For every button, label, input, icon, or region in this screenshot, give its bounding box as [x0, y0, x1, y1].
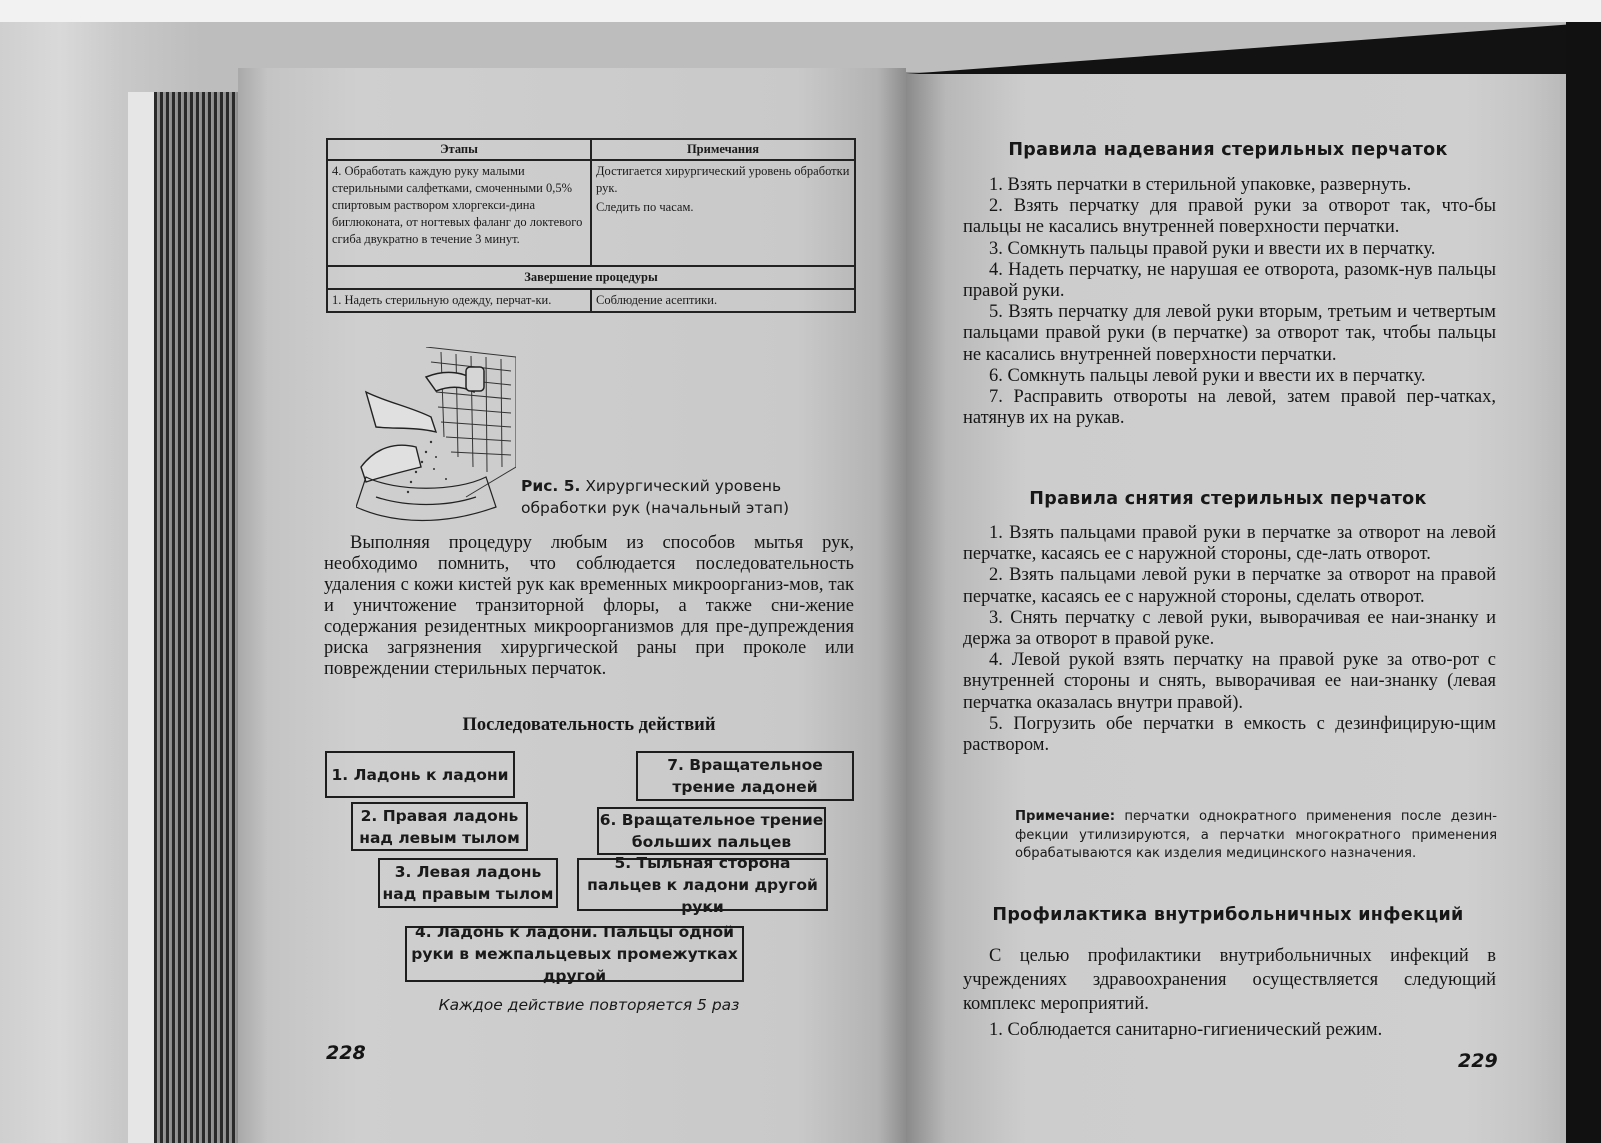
table-row [327, 289, 855, 312]
book-page-edges [128, 92, 248, 1143]
sequence-title: Последовательность действий [462, 715, 716, 735]
photo-background-top [0, 0, 1601, 22]
table-row [327, 160, 855, 266]
figure-caption-text: Хирургический уровень обработки рук (начальный этап) [521, 477, 790, 517]
list-item: 7. Расправить отвороты на левой, затем правой пер-чатках, натянув их на рукав. [963, 387, 1496, 429]
figure-label: Рис. 5. [521, 477, 581, 495]
infection-item-1: 1. Соблюдается санитарно-гигиенический режим. [989, 1020, 1383, 1040]
sequence-step-4: 4. Ладонь к ладони. Пальцы одной руки в межпальцевых промежутках другой [405, 926, 744, 982]
sequence-step-7: 7. Вращательное трение ладоней [636, 751, 854, 801]
list-item: 4. Левой рукой взять перчатку на правой руке за отво-рот с внутренней стороны и снять, выворачивая ее наи-знанку (левая перчатка оказалась внутри правой). [963, 650, 1496, 713]
handwashing-illustration [356, 347, 516, 525]
sequence-step-6: 6. Вращательное трение больших пальцев [597, 807, 826, 855]
table-header-stages: Этапы [327, 139, 591, 160]
gloves-off-list [963, 523, 1496, 756]
list-item: 3. Снять перчатку с левой руки, выворачивая ее наи-знанку и держа за отворот в правой руке. [963, 607, 1496, 650]
table-cell-stage: 1. Надеть стерильную одежду, перчат-ки. [327, 289, 591, 312]
heading-gloves-on: Правила надевания стерильных перчаток [1008, 140, 1448, 160]
table-cell-stage: 4. Обработать каждую руку малыми стерильными салфетками, смоченными 0,5% спиртовым раствором хлоргекси-дина биглюконата, от ногтевых фаланг до локтевого сгиба двукратно в течение 3 минут. [327, 160, 591, 266]
table-note: Следить по часам. [596, 200, 694, 214]
list-item: 1. Взять пальцами правой руки в перчатке за отворот на левой перчатке, касаясь ее с наружной стороны, сде-лать отворот. [963, 523, 1496, 565]
note-label: Примечание: [1015, 809, 1115, 824]
list-item: 4. Надеть перчатку, не нарушая ее отворота, разомк-нув пальцы правой руки. [963, 259, 1496, 302]
shadow-right-edge [1566, 22, 1601, 1143]
sequence-step-1: 1. Ладонь к ладони [325, 751, 515, 798]
list-item: 3. Сомкнуть пальцы правой руки и ввести их в перчатку. [989, 238, 1436, 259]
table-cell-notes: Соблюдение асептики. [591, 289, 855, 312]
sequence-step-5: 5. Тыльная сторона пальцев к ладони другой руки [577, 858, 828, 911]
body-paragraph: Выполняя процедуру любым из способов мытья рук, необходимо помнить, что соблюдается последовательность удаления с кожи кистей рук как временных микроорганиз-мов, так и уничтожение транзиторной флоры, а также сни-жение содержания резидентных микроорганизмов для пре-дупреждения риска загрязнения хирургической раны при проколе или повреждении стерильных перчаток. [324, 533, 854, 679]
heading-infection-prevention: Профилактика внутрибольничных инфекций [992, 905, 1464, 925]
note-text: перчатки однократного применения после дезин-фекции утилизируются, а перчатки многократного применения обрабатываются как изделия медицинского назначения. [1015, 809, 1497, 861]
list-item: 2. Взять перчатку для правой руки за отворот так, что-бы пальцы не касались внутренней поверхности перчатки. [963, 196, 1496, 238]
list-item: 6. Сомкнуть пальцы левой руки и ввести их в перчатку. [989, 365, 1426, 386]
list-item: 1. Взять перчатки в стерильной упаковке, развернуть. [989, 175, 1412, 195]
page-number-right: 229 [1458, 1050, 1498, 1072]
list-item: 5. Взять перчатку для левой руки вторым, третьим и четвертым пальцами правой руки (в перчатке) за отворот так, чтобы пальцы не касались внутренней поверхности перчатки. [963, 302, 1496, 365]
table-section-title: Завершение процедуры [327, 266, 855, 289]
note-block [1015, 808, 1497, 864]
list-item: 2. Взять пальцами левой руки в перчатке за отворот на правой перчатке, касаясь ее с наружной стороны, сделать отворот. [963, 565, 1496, 607]
sequence-step-3: 3. Левая ладонь над правым тылом [378, 858, 558, 908]
page-number-left: 228 [326, 1042, 366, 1064]
procedure-table [326, 138, 856, 313]
figure-caption [521, 475, 811, 519]
repeat-note: Каждое действие повторяется 5 раз [438, 996, 740, 1014]
sequence-step-2: 2. Правая ладонь над левым тылом [351, 802, 528, 851]
heading-gloves-off: Правила снятия стерильных перчаток [1029, 489, 1427, 509]
list-item: 5. Погрузить обе перчатки в емкость с дезинфицирую-щим раствором. [963, 713, 1496, 756]
gloves-on-list [963, 175, 1496, 429]
table-note: Достигается хирургический уровень обработки рук. [596, 164, 850, 195]
table-cell-notes [591, 160, 855, 266]
infection-paragraph: С целью профилактики внутрибольничных инфекций в учреждениях здравоохранения осуществляется следующий комплекс мероприятий. [963, 946, 1496, 1014]
table-header-notes: Примечания [591, 139, 855, 160]
